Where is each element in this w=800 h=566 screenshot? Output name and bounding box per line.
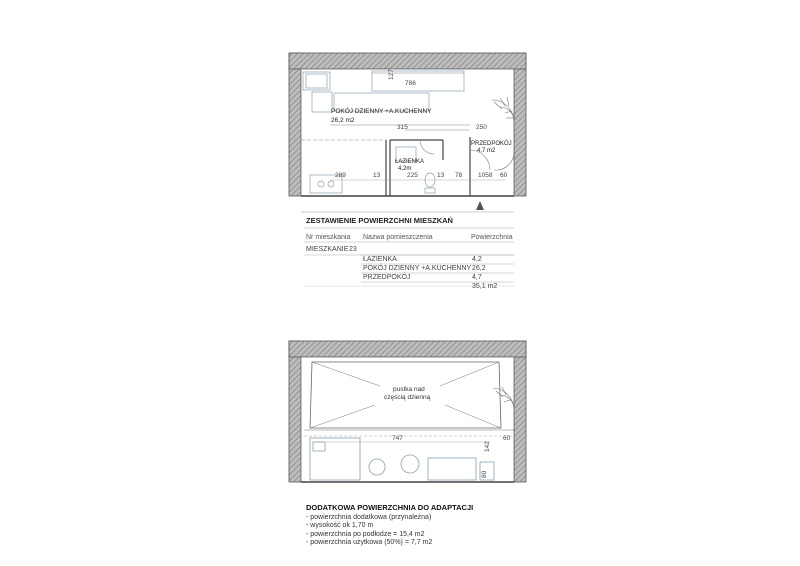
room-living-label: POKÓJ DZIENNY +A.KUCHENNY	[331, 108, 432, 115]
row-name-living: POKÓJ DZIENNY +A.KUCHENNY	[363, 265, 472, 272]
col-header-area: Powierzchnia	[471, 234, 513, 241]
col-header-nr: Nr mieszkania	[306, 234, 351, 241]
room-bath-label: ŁAZIENKA	[395, 159, 425, 165]
notes-line: - wysokość ok 1,70 m	[306, 522, 374, 530]
notes-line: - powierzchnia użytkowa (50%) = 7,7 m2	[306, 539, 433, 547]
dim-60: 60	[500, 172, 508, 179]
row-name-hall: PRZEDPOKÓJ	[363, 274, 411, 281]
row-area-hall: 4,7	[472, 274, 482, 281]
dim-747: 747	[392, 435, 403, 442]
dim-78: 78	[455, 172, 463, 179]
dim-13b: 13	[437, 172, 445, 179]
dim-127: 127	[388, 69, 395, 80]
room-bath-area: 4,2m	[398, 166, 412, 172]
apartment-number: 23	[349, 246, 357, 253]
col-header-name: Nazwa pomieszczenia	[363, 234, 433, 241]
row-area-living: 26,2	[472, 265, 486, 272]
void-label-1: pustka nad	[393, 386, 425, 393]
notes-heading: DODATKOWA POWIERZCHNIA DO ADAPTACJI	[306, 503, 474, 512]
dim-142: 142	[484, 441, 491, 452]
notes-line: - powierzchnia dodatkowa (przynależna)	[306, 513, 432, 521]
room-hall-label: PRZEDPOKÓJ	[471, 141, 512, 147]
dim-315: 315	[397, 124, 408, 131]
table-title: ZESTAWIENIE POWIERZCHNI MIESZKAŃ	[306, 216, 453, 225]
room-hall-area: 4,7 m2	[477, 148, 496, 154]
dim-250: 250	[476, 124, 487, 131]
dim-80: 80	[481, 470, 488, 478]
room-living-area: 26,2 m2	[331, 117, 355, 124]
row-area-bathroom: 4,2	[472, 256, 482, 263]
dim-13a: 13	[373, 172, 381, 179]
dim-225: 225	[407, 172, 418, 179]
void-label-2: częścią dzienną	[384, 394, 431, 401]
dim-60-lower: 60	[503, 435, 511, 442]
dim-289: 289	[335, 172, 346, 179]
table-total: 35,1 m2	[472, 283, 498, 290]
notes-line: - powierzchnia po podłodze = 15,4 m2	[306, 530, 425, 538]
dim-786: 786	[405, 80, 416, 87]
row-name-bathroom: ŁAZIENKA	[363, 256, 397, 263]
apartment-label: MIESZKANIE	[306, 246, 349, 253]
adaptation-notes	[306, 504, 473, 548]
dim-1058: 1058	[478, 172, 493, 179]
